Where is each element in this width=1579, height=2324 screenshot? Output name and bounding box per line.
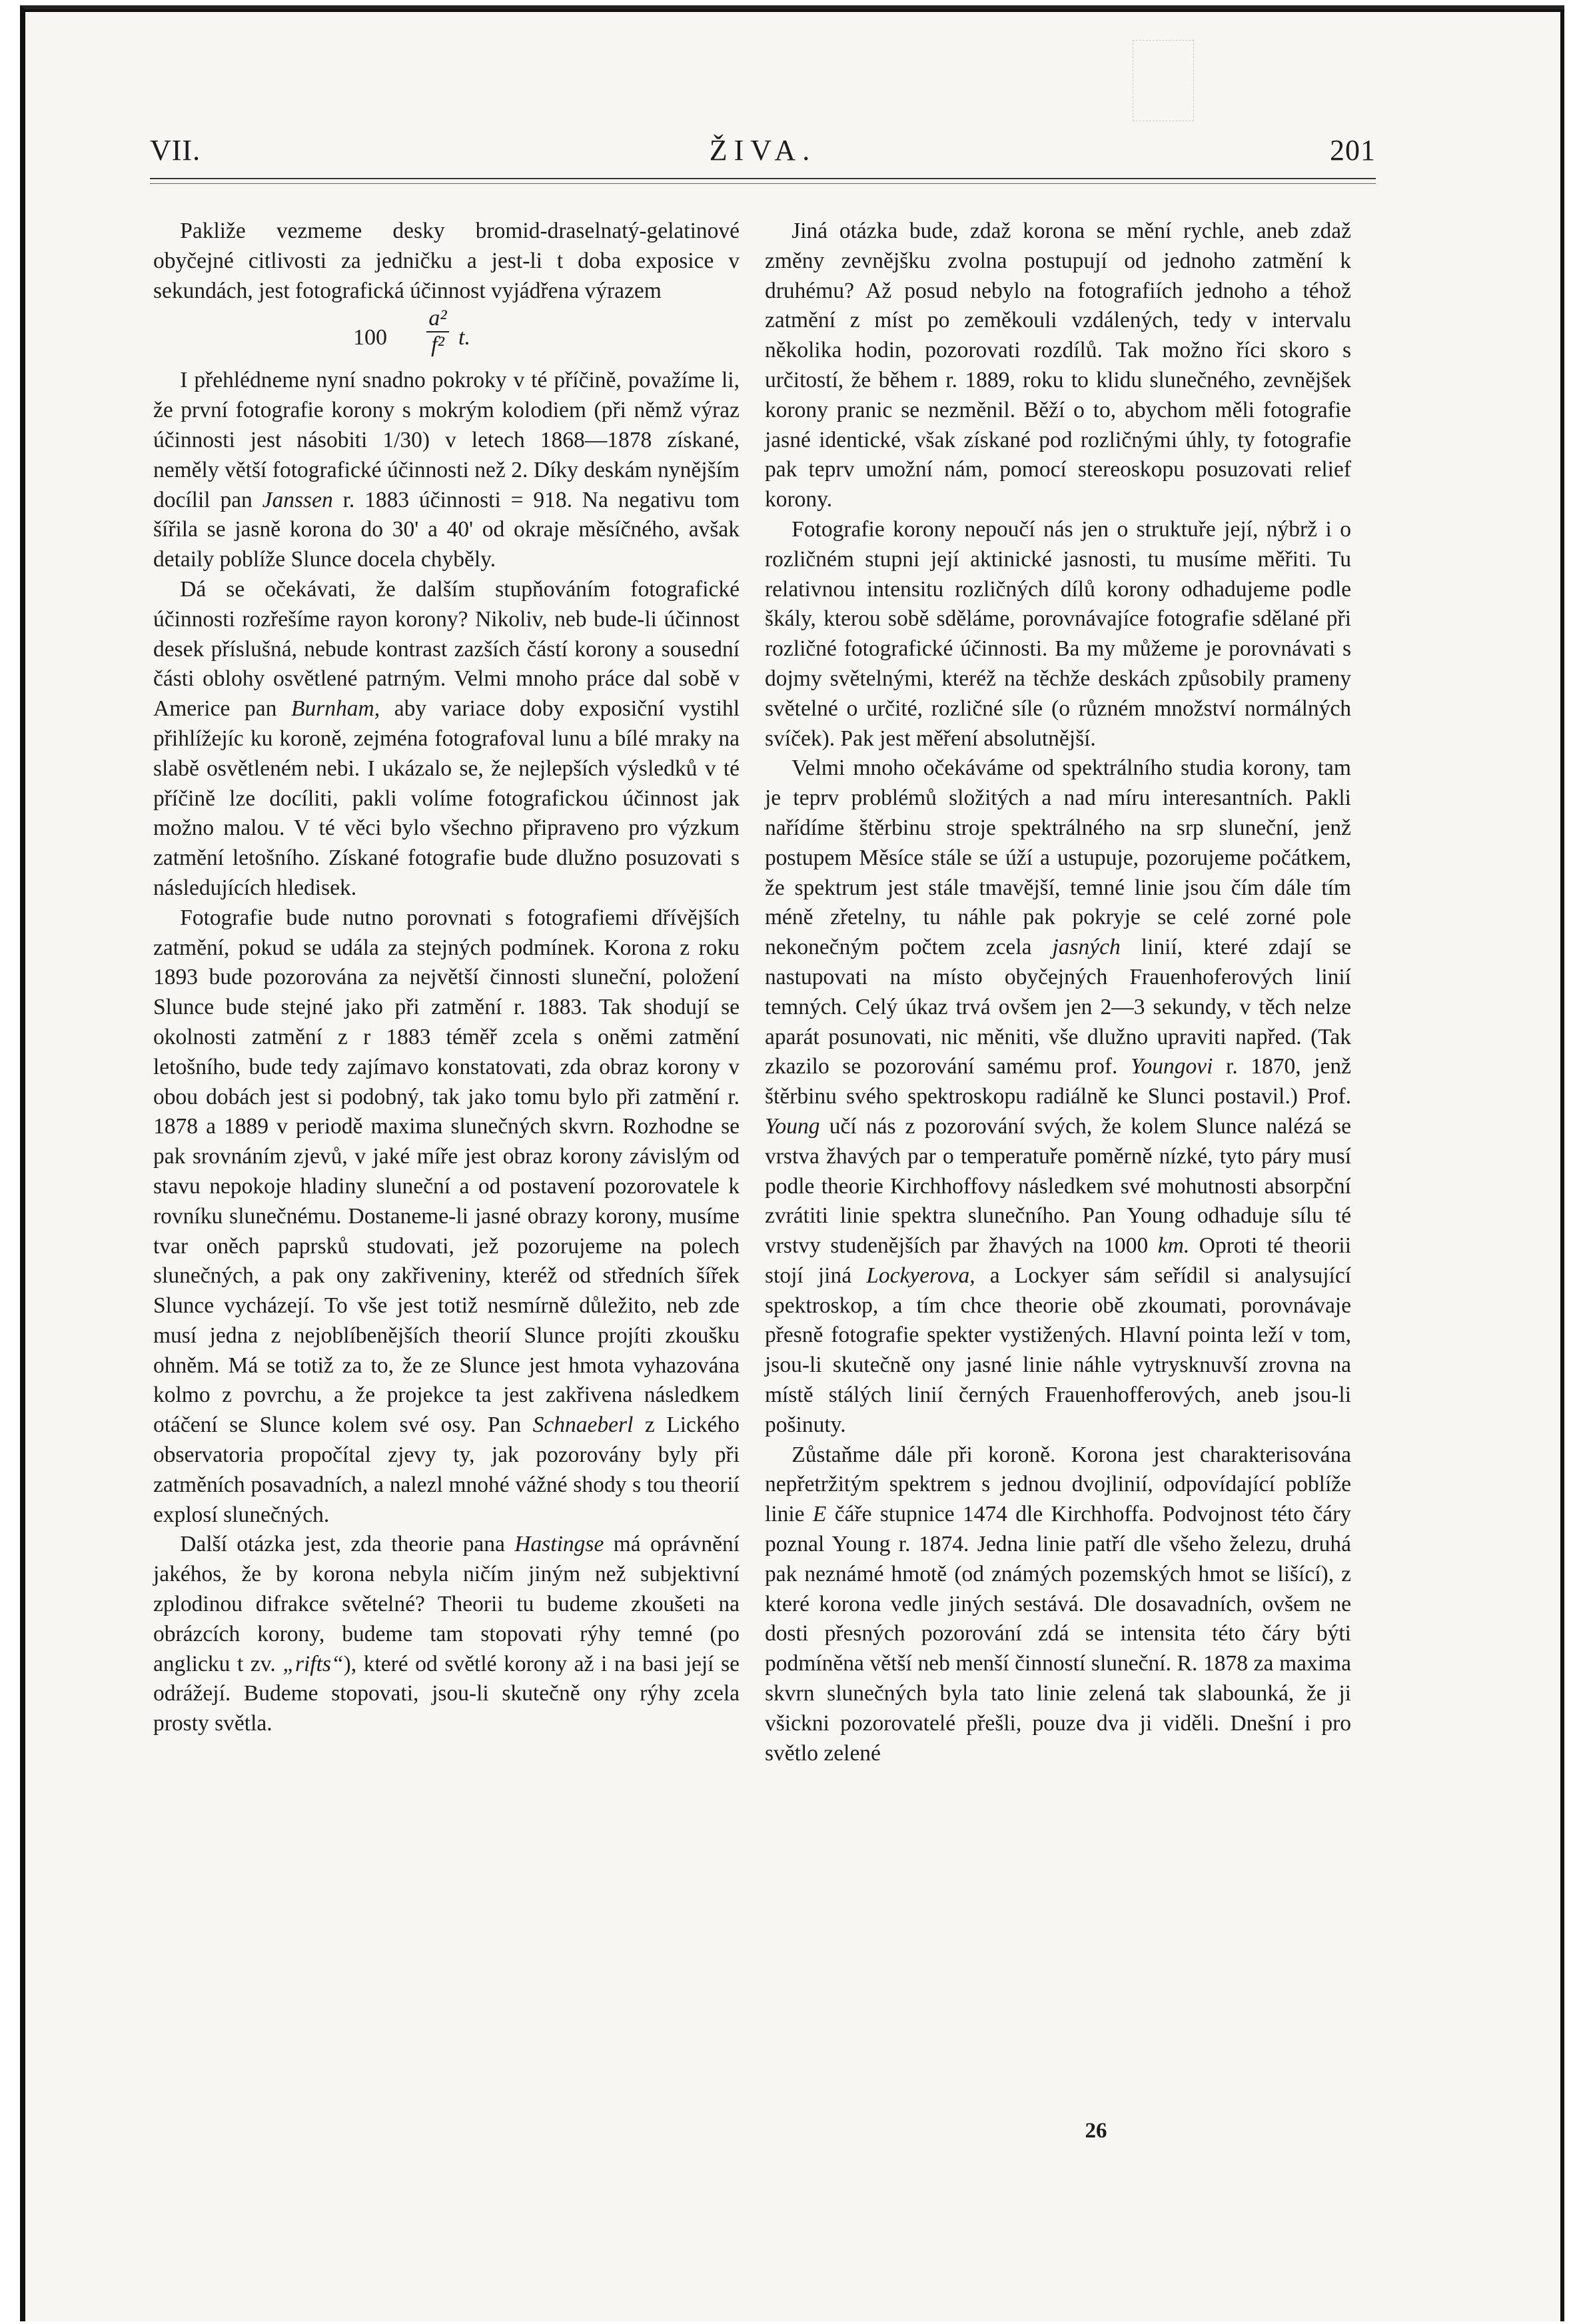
right-column [765,217,1351,1768]
text-run: linií, které zdají se nastupovati na místo obyčejných Frauenhoferových linií temných. Celý úkaz trvá ovšem jen 2—3 sekundy, v těch nelze aparát posunovati, nic měniti, vše dlužno upraviti napřed. (Tak zkazilo se pozorování samému prof. [765,935,1351,1079]
running-header [150,133,1376,180]
unit: km. [1157,1233,1190,1259]
paragraph [765,217,1351,515]
emphasis: jasných [1052,935,1121,960]
text-run: aby variace doby exposiční vystihl přihlížejíc ku koroně, zejména fotografoval lunu a bílé mraky na slabě osvětleném nebi. I ukázalo se, že nejlepších výsledků v té příčině lze docíliti, pakli volíme fotografickou účinnost jak možno malou. V té věci bylo všechno připraveno pro výzkum zatmění letošního. Získané fotografie bude dlužno posuzovati s následujících hledisek. [153,696,740,900]
person-name: Lockyerova, [866,1263,975,1288]
text-run: Jiná otázka bude, zdaž korona se mění rychle, aneb zdaž změny zevnějšku zvolna postupují od jednoho zatmění k druhému? Až posud nebylo na fotografiích jednoho a téhož zatmění z míst po zeměkouli vzdálených, tedy v intervalu několika hodin, pozorovati rozdílů. Tak možno říci skoro s určitostí, že během r. 1889, roku to klidu slunečného, zevnějšek korony pranic se nezměnil. Běží o to, abychom měli fotografie jasné identické, však získané pod rozličnými úhly, ty fotografie pak teprv umožní nám, pomocí stereoskopu posuzovati relief korony. [765,219,1351,512]
faint-library-mark [1133,40,1194,121]
spectral-line-label: E [812,1502,827,1527]
paragraph [153,575,740,903]
text-run: Velmi mnoho očekáváme od spektrálního studia korony, tam je teprv problémů složitých a nad míru interesantních. Pakli nařídíme štěrbinu stroje spektrálného na srp sluneční, jenž postupem Měsíce stále se úží a ustupuje, pozorujeme počátkem, že spektrum jest stále tmavější, temné linie jsou čím dále tím méně zřetelny, tu náhle pak pokryje se celé zorné pole nekonečným počtem zcela [765,756,1351,960]
formula-fraction [426,306,449,358]
text-run: r. 1870, jenž štěrbinu svého spektroskopu radiálně ke Slunci postavil.) Prof. [765,1054,1351,1109]
header-rule-thin [150,183,1376,184]
text-run: Fotografie korony nepoučí nás jen o struktuře její, nýbrž i o rozličném stupni její aktinické jasnosti, tu musíme měřiti. Tu relativnou intensitu rozličných dílů korony odhadujeme podle škály, kterou sobě sděláme, porovnávajíce fotografie sdělané při rozličné fotografické účinnosti. Ba my můžeme je porovnávati s dojmy světelnými, kteréž na těchže deskách způsobily prameny světelné o určité, rozličné síle (o různém množství normálných svíček). Pak jest měření absolutnější. [765,516,1351,751]
paragraph [765,1441,1351,1769]
journal-title: ŽIVA. [709,134,817,167]
paragraph [765,754,1351,1440]
person-name: Youngovi [1130,1054,1213,1079]
text-run: Dá se očekávati, že dalším stupňováním fotografické účinnosti rozřešíme rayon korony? Nikoliv, neb bude-li účinnost desek příslušná, nebude kontrast zazších částí korony a sousední části oblohy osvětlené patrným. Velmi mnoho práce dal sobě v Americe pan [153,576,740,722]
formula-denominator: f² [431,332,444,358]
fraction-inline: 1/30 [382,427,422,452]
signature-mark: 26 [1085,2119,1107,2143]
paragraph [153,366,740,575]
paragraph [153,903,740,1530]
formula-coefficient: 100 [353,325,387,350]
text-run: Oproti té theorii stojí jiná [765,1233,1352,1288]
scan-edge-top [25,9,1564,12]
text-run: I přehlédneme nyní snadno pokroky v té příčině, považíme li, že první fotografie korony s mokrým kolodiem (při němž výraz účinnosti jest násobiti [153,368,740,452]
text-run: učí nás z pozorování svých, že kolem Slunce nalézá se vrstva žhavých par o temperatuře poměrně nízké, tyto páry musí podle theorie Kirchhoffovy následkem své mohutnosti absorpční zvrátiti linie spektra slunečního. Pan Young odhaduje sílu té vrstvy studenějších par žhavých na 1000 [765,1113,1351,1259]
person-name: Janssen [262,487,333,512]
paragraph [153,1530,740,1739]
header-rule [150,178,1376,179]
formula-numerator: a² [428,306,447,331]
intro-text: Pakliže vezmeme desky bromid-draselnatý-gelatinové obyčejné citlivosti za jedničku a jest-li t doba exposice v sekundách, jest fotografická účinnost vyjádřena výrazem [153,219,740,303]
text-run: ) v letech 1868—1878 získané, neměly větší fotografické účinnosti než 2. Díky deskám nynějším docílil pan [153,427,740,512]
text-run: Další otázka jest, zda theorie pana [180,1532,505,1557]
text-run: Fotografie bude nutno porovnati s fotografiemi dřívějších zatmění, pokud se udála za stejných podmínek. Korona z roku 1893 bude pozorována za největší činnosti sluneční, položení Slunce bude stejné jako při zatmění r. 1883. Tak shodují se okolnosti zatmění z r 1883 téměř zcela s oněmi zatmění letošního, bude tedy zajímavo konstatovati, zda obraz korony v obou dobách jest si podobný, tak jako tomu bylo při zatmění r. 1878 a 1889 v periodě maxima slunečných skvrn. Rozhodne se pak srovnáním zjevů, v jaké míře jest obraz korony závislým od stavu nepokoje hladiny sluneční a od postavení pozorovatele k rovníku slunečnému. Dostaneme-li jasné obrazy korony, musíme tvar oněch paprsků studovati, jež pozorujeme na polech slunečných, a pak ony zakřiveniny, kteréž od středních šířek Slunce vycházejí. To vše jest totiž nesmírně důležito, neb zde musí jedna z nejoblíbenějších theorií Slunce projíti zkoušku ohněm. Má se totiž za to, že ze Slunce jest hmota vyhazována kolmo z povrchu, a že projekce ta jest zakřivena následkem otáčení se Slunce kolem své osy. Pan [153,905,740,1438]
paragraph [153,217,740,306]
text-run: má oprávnění jakéhos, že by korona nebyla ničím jiným než subjektivní zplodinou difrakce světelné? Theorii tu budeme zkoušeti na obrázcích korony, budeme tam stopovati rýhy temné (po anglicku t zv. [153,1532,740,1676]
text-run: a Lockyer sám seřídil si analysující spektroskop, a tím chce theorie obě zkoumati, porovnávaje přesně fotografie spekter vystižených. Hlavní pointa leží v tom, jsou-li skutečně ony jasné linie náhle vytrysknuvší zrovna na místě stálých linií černých Frauenhofferových, aneb jsou-li pošinuty. [765,1263,1351,1437]
text-run: Zůstaňme dále při koroně. Korona jest charakterisována nepřetržitým spektrem s jednou dvojlinií, odpovídající poblíže linie [765,1442,1351,1527]
person-name: Hastingse [514,1532,604,1557]
person-name: Young [765,1113,820,1139]
paragraph [765,515,1351,754]
text-run: ), které od světlé korony až i na basi její se odrážejí. Budeme stopovati, jsou-li skutečně ony rýhy zcela prosty světla. [153,1651,740,1736]
text-run: r. 1883 účinnosti = 918. Na negativu tom šířila se jasně korona do 30' a 40' od okraje měsíčného, avšak detaily poblíže Slunce docela chyběly. [153,487,740,572]
term: „rifts“ [282,1651,344,1676]
page-number: 201 [1330,134,1376,167]
text-run: čáře stupnice 1474 dle Kirchhoffa. Podvojnost této čáry poznal Young r. 1874. Jedna linie patří dle všeho železu, druhá pak neznámé hmotě (od známých pozemských hmot se lišící), z které korona vedle jiných sestává. Dle dosavadních, ovšem ne dosti přesných pozorování zdá se intensita této čáry býti podmíněna větší neb menší činností sluneční. R. 1878 za maxima skvrn slunečných byla tato linie zelená tak slabounká, že ji všickni pozorovatelé přešli, pouze dva ji viděli. Dnešní i pro světlo zelené [765,1502,1352,1766]
person-name: Schnaeberl [532,1413,634,1438]
text-run: z Lického observatoria propočítal zjevy ty, jak pozorovány byly při zatměních posavadních, a nalezl mnohé vážné shody s tou theorií explosí slunečných. [153,1413,740,1527]
volume-number: VII. [150,134,201,167]
formula-factor: t. [458,325,470,350]
person-name: Burnham, [291,696,380,722]
left-column [153,217,740,1739]
scan-edge-right [1560,9,1564,2321]
efficiency-formula [153,306,740,366]
